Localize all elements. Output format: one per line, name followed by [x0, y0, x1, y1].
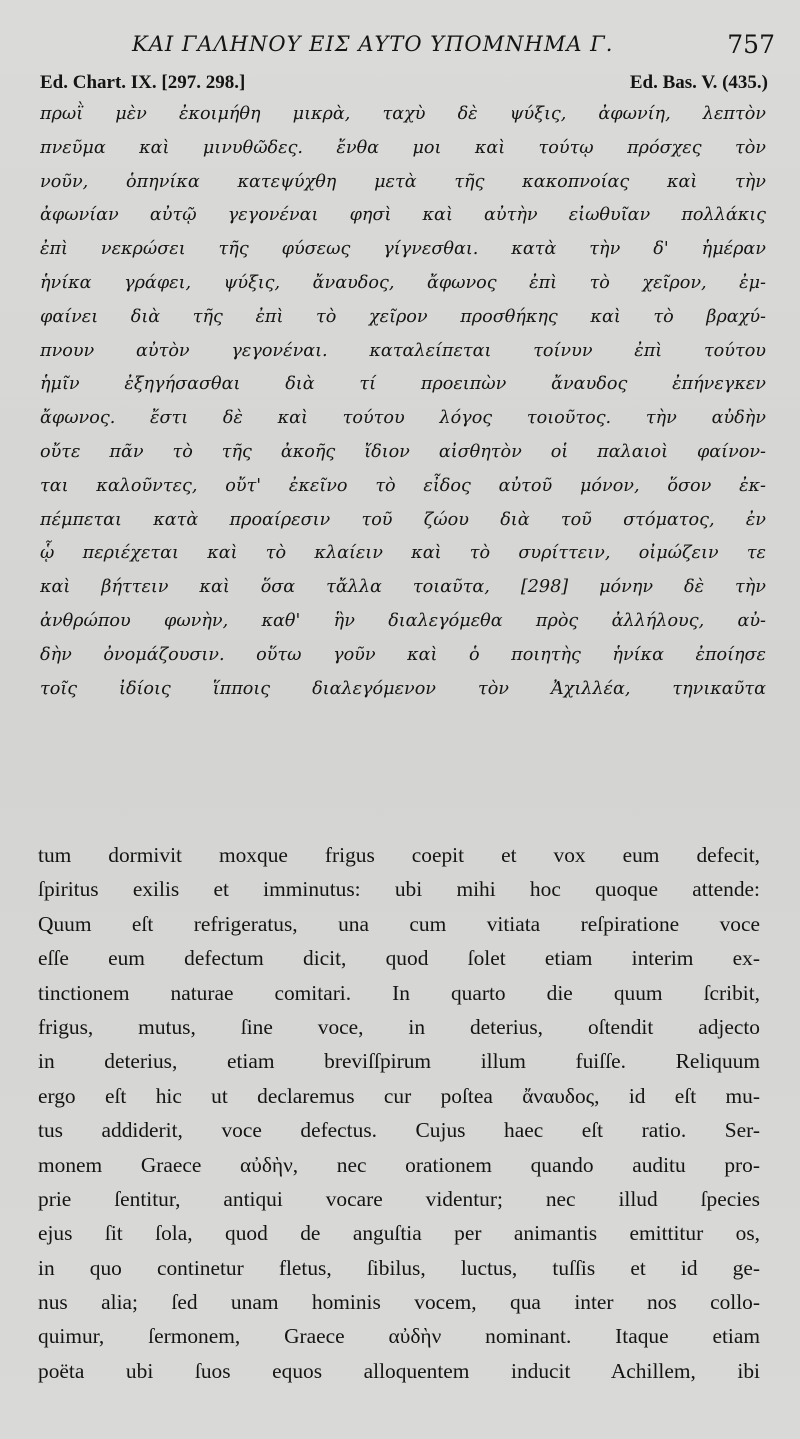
latin-line: monem Graece αὐδὴν, nec orationem quando auditu pro-: [38, 1152, 760, 1177]
latin-line: in quo continetur fletus, ſibilus, luctus, tuſſis et id ge-: [38, 1255, 760, 1280]
greek-line: πρωῒ μὲν ἐκοιμήθη μικρὰ, ταχὺ δὲ ψύξις, ἀφωνίη, λεπτὸν: [40, 104, 766, 124]
greek-line: πέμπεται κατὰ προαίρεσιν τοῦ ζώου διὰ τοῦ στόματος, ἐν: [40, 509, 766, 530]
greek-line: καὶ βήττειν καὶ ὅσα τἄλλα τοιαῦτα, [298] μόνην δὲ τὴν: [40, 577, 766, 598]
latin-line: ſpiritus exilis et imminutus: ubi mihi hoc quoque attende:: [38, 877, 760, 902]
edition-reference-chart: Ed. Chart. IX. [297. 298.]: [40, 72, 246, 93]
greek-line: πνουν αὐτὸν γεγονέναι. καταλείπεται τοίνυν ἐπὶ τούτου: [40, 340, 766, 361]
latin-line: tinctionem naturae comitari. In quarto die quum ſcribit,: [38, 980, 760, 1005]
greek-line: φαίνει διὰ τῆς ἐπὶ τὸ χεῖρον προσθήκης καὶ τὸ βραχύ-: [40, 306, 766, 327]
latin-line: eſſe eum defectum dicit, quod ſolet etiam interim ex-: [38, 946, 760, 971]
edition-reference-line: [40, 72, 768, 98]
greek-line: δὴν ὀνομάζουσιν. οὕτω γοῦν καὶ ὁ ποιητὴς ἡνίκα ἐποίησε: [40, 644, 766, 665]
latin-line: ergo eſt hic ut declaremus cur poſtea ἄναυδος, id eſt mu-: [38, 1083, 760, 1108]
latin-text-block: [38, 838, 760, 1388]
running-title: ΚΑΙ ΓΑΛΗΝΟΥ ΕΙΣ ΑΥΤΟ ΥΠΟΜΝΗΜΑ Γ.: [132, 32, 614, 56]
latin-line: ejus ſit ſola, quod de anguſtia per animantis emittitur os,: [38, 1221, 760, 1246]
greek-line: οὔτε πᾶν τὸ τῆς ἀκοῆς ἴδιον αἰσθητὸν οἱ παλαιοὶ φαίνον-: [40, 441, 766, 462]
latin-line: Quum eſt refrigeratus, una cum vitiata reſpiratione voce: [38, 911, 760, 936]
greek-line: ᾧ περιέχεται καὶ τὸ κλαίειν καὶ τὸ συρίττειν, οἰμώζειν τε: [40, 543, 766, 564]
edition-reference-basel: Ed. Bas. V. (435.): [629, 72, 768, 93]
greek-line: πνεῦμα καὶ μινυθῶδες. ἔνθα μοι καὶ τούτῳ πρόσχες τὸν: [40, 137, 766, 158]
greek-line: ται καλοῦντες, οὔτ' ἐκεῖνο τὸ εἶδος αὐτοῦ μόνον, ὅσον ἐκ-: [40, 475, 766, 496]
greek-line: τοῖς ἰδίοις ἵπποις διαλεγόμενον τὸν Ἀχιλλέα, τηνικαῦτα: [40, 678, 766, 699]
greek-line: ἐπὶ νεκρώσει τῆς φύσεως γίγνεσθαι. κατὰ τὴν δ' ἡμέραν: [40, 239, 766, 260]
greek-line: ἡνίκα γράφει, ψύξις, ἄναυδος, ἄφωνος ἐπὶ τὸ χεῖρον, ἐμ-: [40, 272, 766, 293]
greek-line: ἀφωνίαν αὐτῷ γεγονέναι φησὶ καὶ αὐτὴν εἰωθυῖαν πολλάκις: [40, 205, 766, 226]
latin-line: nus alia; ſed unam hominis vocem, qua inter nos collo-: [38, 1290, 760, 1315]
latin-line: tus addiderit, voce defectus. Cujus haec eſt ratio. Ser-: [38, 1118, 760, 1143]
latin-line: in deterius, etiam breviſſpirum illum fuiſſe. Reliquum: [38, 1049, 760, 1074]
running-head: [40, 28, 775, 68]
latin-line: tum dormivit moxque frigus coepit et vox eum defecit,: [38, 843, 760, 867]
greek-line: ἡμῖν ἐξηγήσασθαι διὰ τί προειπὼν ἄναυδος ἐπήνεγκεν: [40, 374, 766, 395]
greek-text-block: [40, 98, 766, 706]
latin-line: prie ſentitur, antiqui vocare videntur; nec illud ſpecies: [38, 1186, 760, 1211]
greek-line: ἀνθρώπου φωνὴν, καθ' ἣν διαλεγόμεθα πρὸς ἀλλήλους, αὐ-: [40, 610, 766, 631]
page-number: 757: [727, 30, 775, 59]
latin-line: poëta ubi ſuos equos alloquentem inducit Achillem, ibi: [38, 1358, 760, 1383]
latin-line: frigus, mutus, ſine voce, in deterius, oſtendit adjecto: [38, 1014, 760, 1039]
greek-line: νοῦν, ὁπηνίκα κατεψύχθη μετὰ τῆς κακοπνοίας καὶ τὴν: [40, 171, 766, 192]
latin-line: quimur, ſermonem, Graece αὐδὴν nominant. Itaque etiam: [38, 1324, 760, 1349]
greek-line: ἄφωνος. ἔστι δὲ καὶ τούτου λόγος τοιοῦτος. τὴν αὐδὴν: [40, 408, 766, 429]
